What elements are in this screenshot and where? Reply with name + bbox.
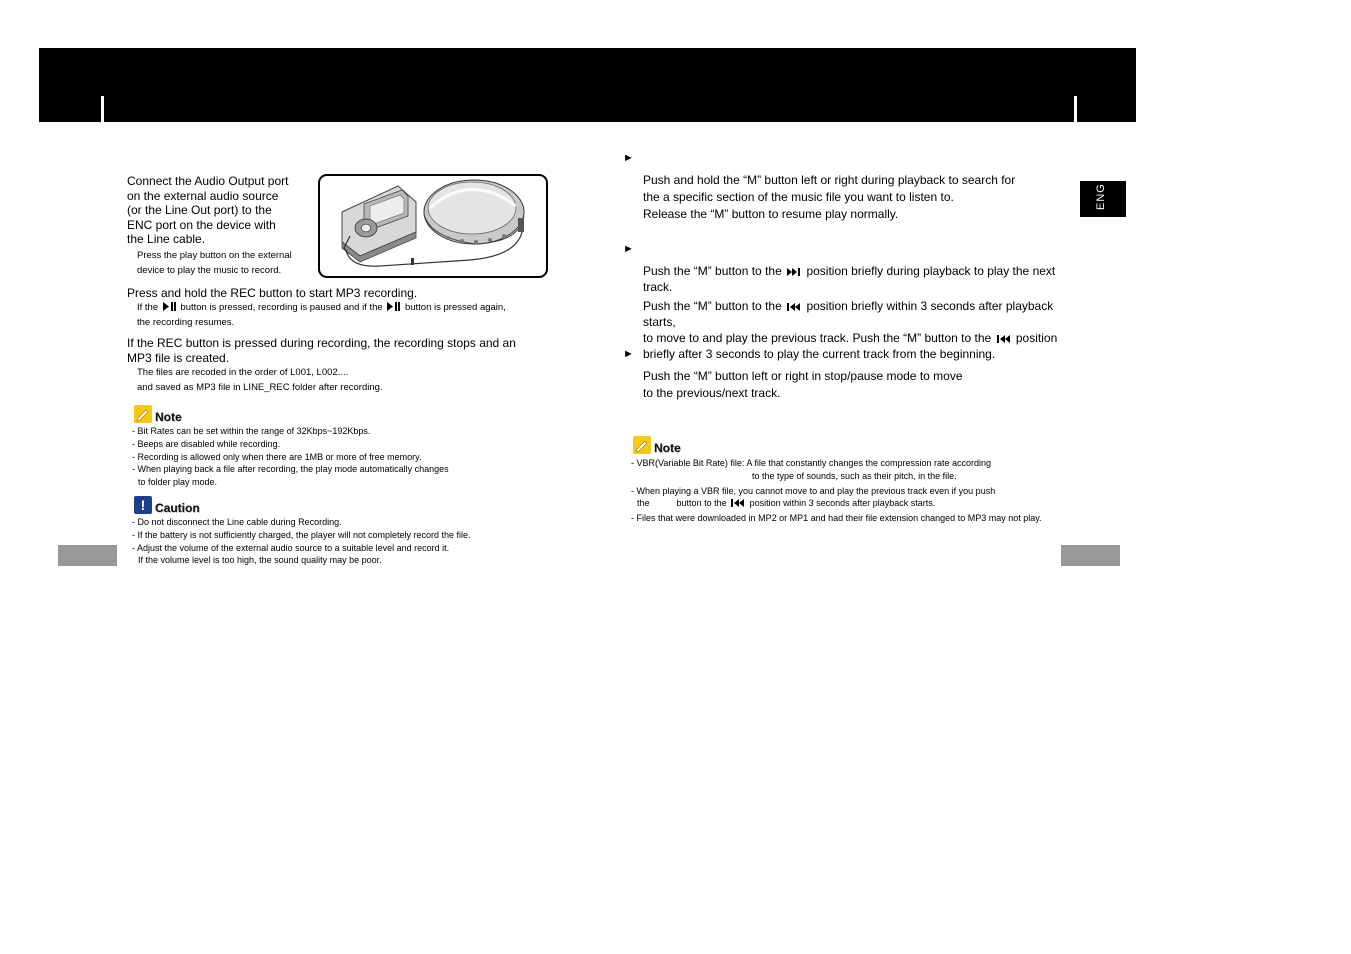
step3-subtext: The files are recoded in the order of L001, L002.... and saved as MP3 file in LINE_REC folder after recording. (137, 367, 383, 393)
cd-player-image (424, 180, 524, 244)
note-title: Note (155, 410, 182, 424)
vbr-note-list (631, 457, 1091, 525)
language-tab (1080, 181, 1126, 217)
play-pause-icon (163, 302, 176, 311)
note-item: - When playing back a file after recording, the play mode automatically changes (132, 464, 449, 475)
previous-track-icon (787, 303, 801, 311)
section-arrow-icon: ► (623, 152, 634, 164)
play-pause-icon (387, 302, 400, 311)
intro-line: the Line cable. (127, 232, 206, 246)
note-item: to folder play mode. (138, 477, 218, 488)
header-divider-left (101, 96, 104, 122)
intro-text (127, 174, 317, 247)
caution-list (132, 516, 552, 567)
device-connection-illustration (318, 174, 548, 278)
device-connection-illustration-svg (320, 176, 546, 276)
note-list (132, 425, 532, 489)
section-arrow-icon: ► (623, 348, 634, 360)
intro-sub-line: device to play the music to record. (137, 264, 282, 276)
search-section-text: Push and hold the “M” button left or right during playback to search for the a specific section of the music file you want to listen to. Release the “M” button to resume play normally. (643, 173, 1016, 221)
note-item: - Recording is allowed only when there are 1MB or more of free memory. (132, 451, 422, 462)
previous-track-icon (731, 499, 745, 507)
intro-line: on the external audio source (127, 188, 279, 203)
section-arrow-icon: ► (623, 243, 634, 255)
intro-line: ENC port on the device with (127, 217, 276, 232)
note-item: to the type of sounds, such as their pitch, in the file. (752, 470, 957, 481)
caution-item: - Adjust the volume of the external audio source to a suitable level and record it. (132, 542, 450, 553)
step3-text: If the REC button is pressed during recording, the recording stops and an MP3 file is created. (127, 336, 516, 365)
step2-subtext: If the button is pressed, recording is paused and if the button is pressed again, the recording resumes. (137, 302, 506, 328)
note-item: - Files that were downloaded in MP2 or MP1 and had their file extension changed to MP3 may not play. (631, 513, 1042, 524)
header-bar (39, 48, 1136, 122)
page-number-tab-left (58, 545, 117, 566)
caution-title: Caution (155, 501, 200, 515)
note-item: the button to the position within 3 seconds after playback starts. (637, 498, 936, 509)
header-divider-right (1074, 96, 1077, 122)
previous-track-icon (997, 335, 1011, 343)
note-item: - VBR(Variable Bit Rate) file: A file that constantly changes the compression rate according (631, 458, 992, 468)
skip-section-text: Push the “M” button to the position briefly during playback to play the next track. Push the “M” button to the position briefly within 3 seconds after playback starts, to move to and play the previous track. Push the “M” button to the position briefly after 3 seconds to play the current track from the beginning. (643, 264, 1058, 361)
mp3-player-image (342, 186, 416, 262)
note-title: Note (654, 441, 681, 455)
caution-item: - If the battery is not sufficiently charged, the player will not completely record the file. (132, 529, 471, 540)
intro-line: (or the Line Out port) to the (127, 203, 272, 217)
intro-subtext (137, 249, 317, 278)
note-pencil-icon (134, 405, 152, 423)
cable-connector (411, 258, 414, 265)
page-number-tab-right (1061, 545, 1120, 566)
note-item: - Beeps are disabled while recording. (132, 438, 281, 449)
note-item: - Bit Rates can be set within the range of 32Kbps~192Kbps. (132, 426, 371, 436)
step2-text: Press and hold the REC button to start MP3 recording. (127, 286, 418, 300)
note-pencil-icon (633, 436, 651, 454)
intro-sub-line: Press the play button on the external (137, 250, 292, 261)
note-item: - When playing a VBR file, you cannot move to and play the previous track even if you push (631, 485, 996, 496)
exclamation-icon: ! (134, 496, 152, 514)
caution-item: - Do not disconnect the Line cable during Recording. (132, 517, 342, 527)
next-track-icon (787, 268, 801, 276)
intro-line: Connect the Audio Output port (127, 174, 289, 188)
caution-item: If the volume level is too high, the sound quality may be poor. (138, 555, 382, 566)
language-tab-label: ENG (1095, 183, 1107, 210)
move-section-text: Push the “M” button left or right in stop/pause mode to move to the previous/next track. (643, 369, 963, 400)
